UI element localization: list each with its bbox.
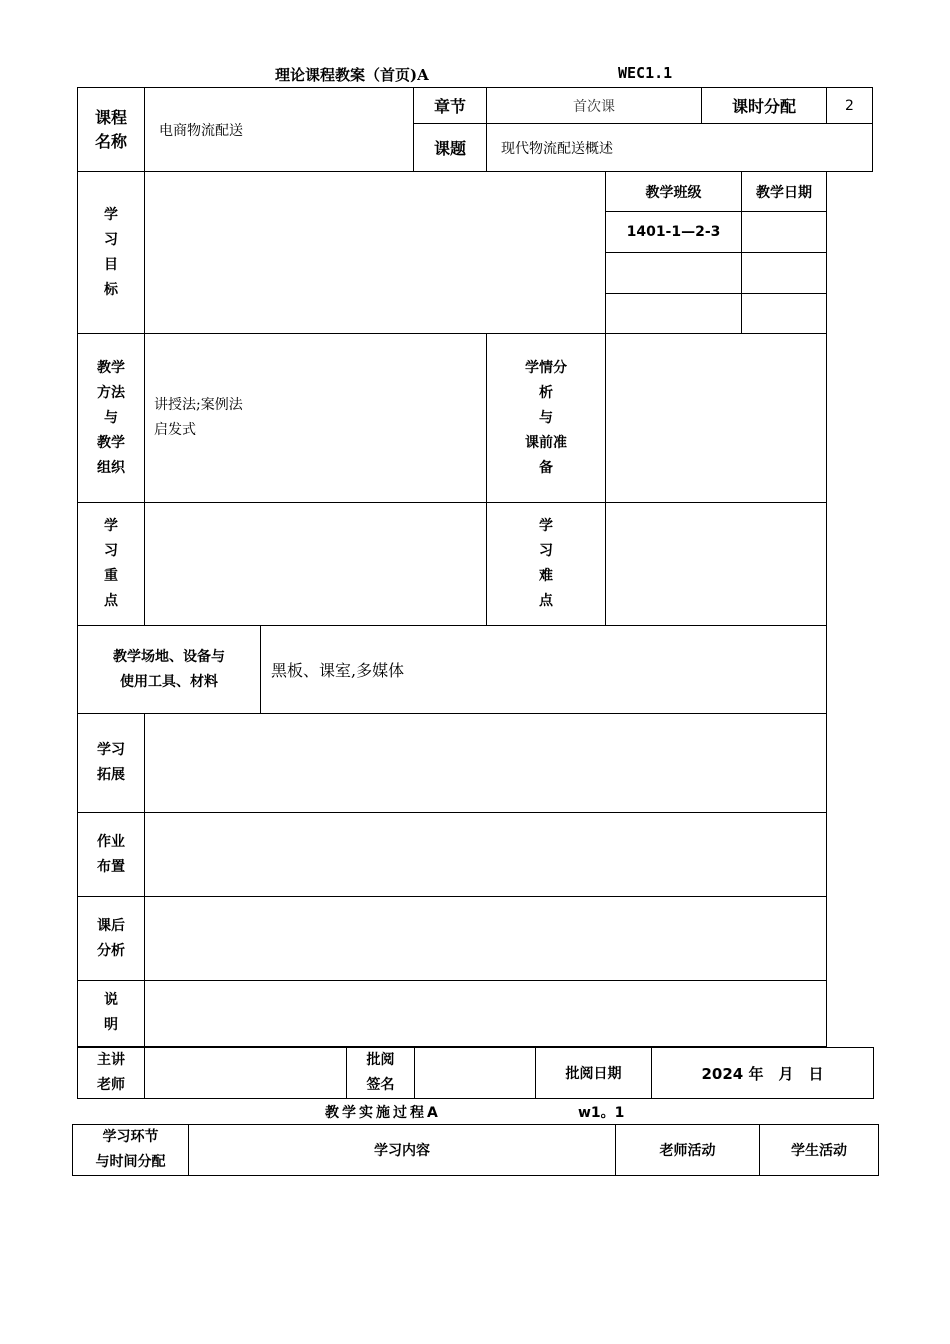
teacher-value [145,1048,347,1099]
class-header: 教学班级 [606,172,742,212]
date-header: 教学日期 [742,172,827,212]
difficult-points-label: 学 习 难 点 [487,503,606,626]
course-name-value: 电商物流配送 [145,88,414,172]
difficult-points-value [606,503,827,626]
review-sign-value [415,1048,536,1099]
key-points-value [145,503,487,626]
process-title-code: w1。1 [578,1105,625,1121]
analysis-label: 学情分 析 与 课前准 备 [487,334,606,503]
chapter-label: 章节 [414,88,487,124]
methods-label: 教学 方法 与 教学 组织 [78,334,145,503]
date-cell [742,212,827,253]
date-cell [742,294,827,334]
venue-value: 黑板、课室,多媒体 [261,626,827,714]
class-cell [606,253,742,294]
notes-value [145,981,827,1047]
methods-value: 讲授法;案例法 启发式 [145,334,487,503]
objectives-label: 学 习 目 标 [78,172,145,334]
title-code: WEC1.1 [618,64,673,82]
review-date-label: 批阅日期 [536,1048,652,1099]
homework-value [145,813,827,897]
venue-label: 教学场地、设备与 使用工具、材料 [78,626,261,714]
date-cell [742,253,827,294]
teacher-activity-header: 老师活动 [616,1125,760,1176]
analysis-value [606,334,827,503]
student-activity-header: 学生活动 [760,1125,879,1176]
topic-label: 课题 [414,124,487,172]
teacher-label: 主讲 老师 [78,1048,145,1099]
class-cell [606,294,742,334]
extension-label: 学习 拓展 [78,714,145,813]
key-points-label: 学 习 重 点 [78,503,145,626]
stage-header: 学习环节 与时间分配 [73,1125,189,1176]
hours-label: 课时分配 [702,88,827,124]
lesson-plan-title [0,64,950,86]
hours-value: 2 [827,88,873,124]
chapter-value: 首次课 [487,88,702,124]
topic-value: 现代物流配送概述 [487,124,873,172]
process-table [72,1124,879,1176]
title-left: 理论课程教案（首页)A [275,66,429,84]
process-title [0,1102,950,1122]
extension-value [145,714,827,813]
review-date-value: 2024 年 月 日 [652,1048,874,1099]
review-value [145,897,827,981]
homework-label: 作业 布置 [78,813,145,897]
course-name-label: 课程 名称 [78,88,145,172]
review-sign-label: 批阅 签名 [347,1048,415,1099]
lesson-plan-table [77,87,873,1048]
content-header: 学习内容 [189,1125,616,1176]
process-title-left: 教学实施过程A [325,1105,441,1121]
review-label: 课后 分析 [78,897,145,981]
class-cell: 1401-1—2-3 [606,212,742,253]
objectives-value [145,172,606,334]
notes-label: 说 明 [78,981,145,1047]
signoff-table [77,1047,874,1099]
